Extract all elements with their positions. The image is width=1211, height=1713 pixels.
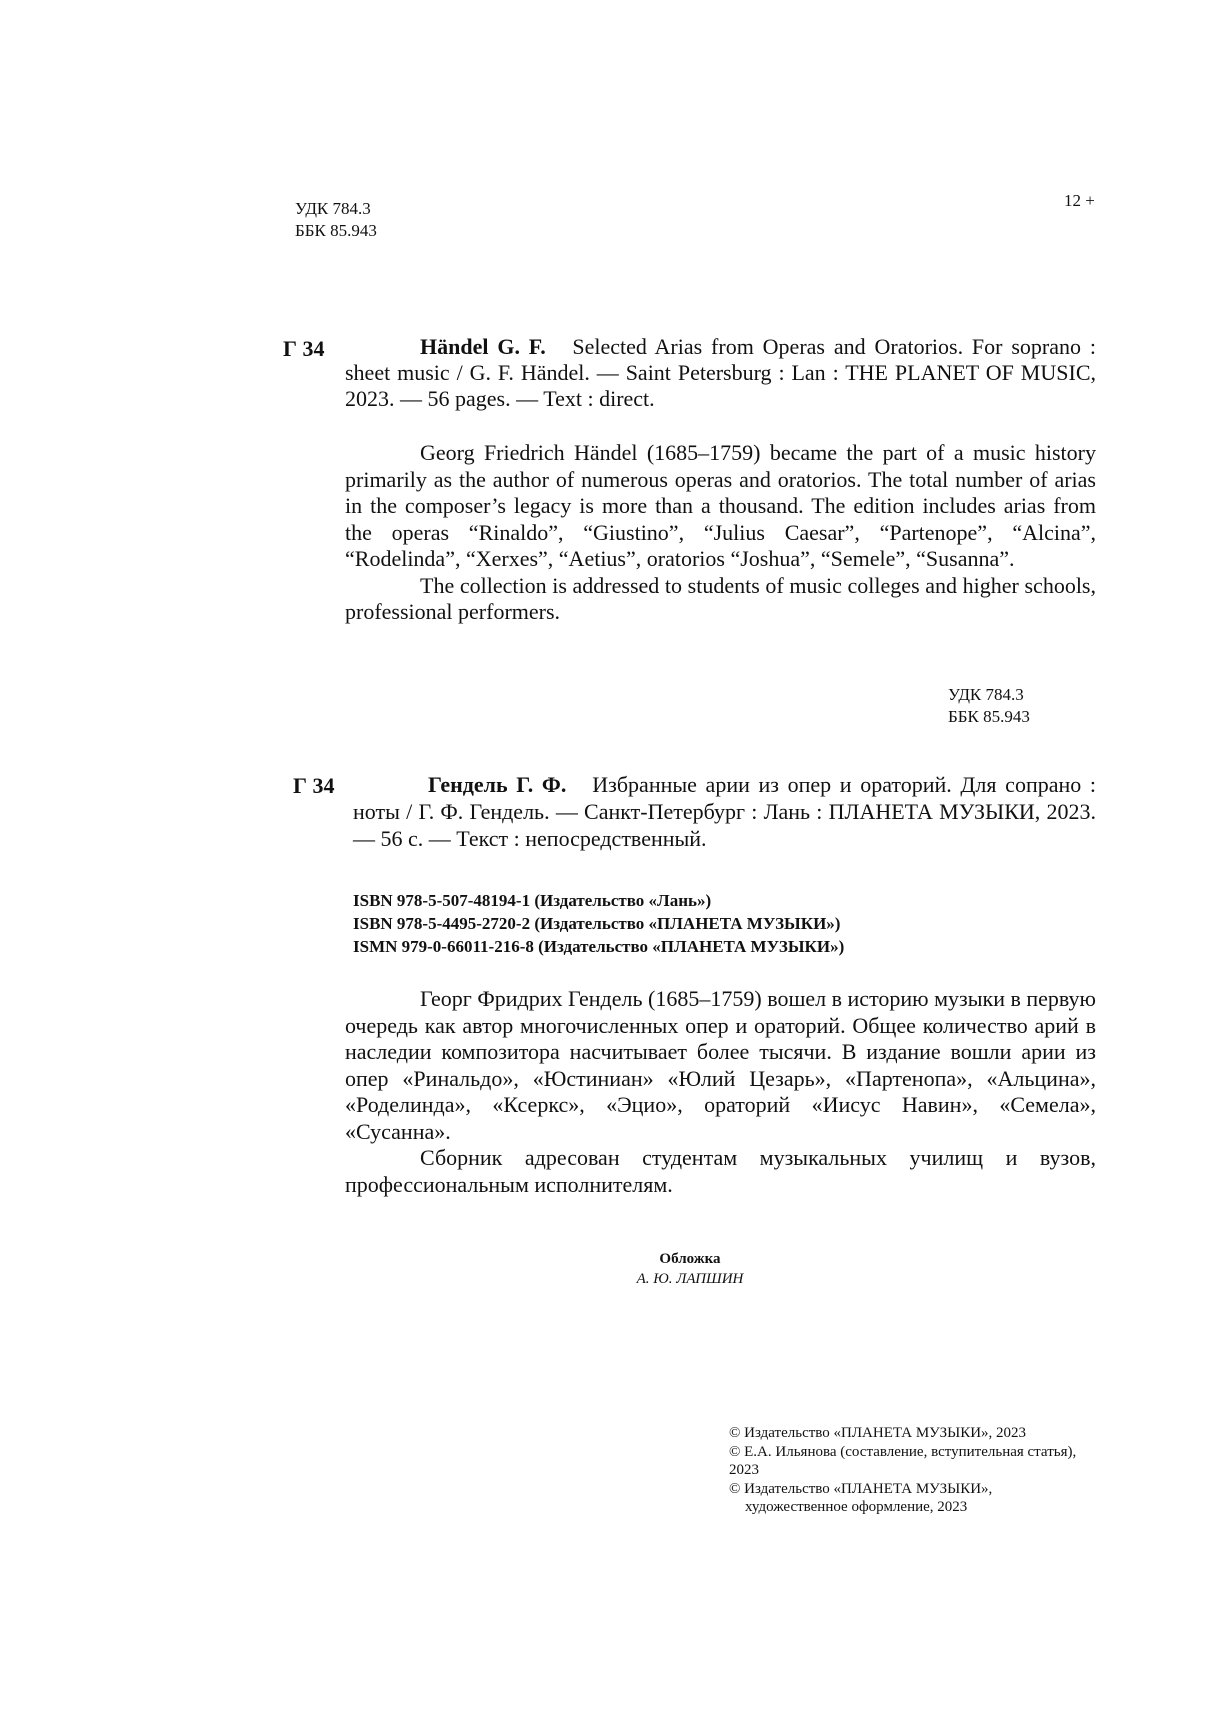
udk-code: УДК 784.3 (948, 685, 1024, 704)
author-mark-en: Г 34 (283, 336, 325, 361)
top-classification-codes (295, 198, 377, 242)
annotation-paragraph: Georg Friedrich Händel (1685–1759) became the part of a music history primarily as the author of numerous operas and oratorios. The total number of arias in the composer’s legacy is more than a thousand. The edition includes arias from the operas “Rinaldo”, “Giustino”, “Julius Caesar”, “Partenope”, “Alcina”, “Rodelinda”, “Xerxes”, “Aetius”, oratorios “Joshua”, “Semele”, “Susanna”. (345, 440, 1096, 571)
title-description-en: Selected Arias from Operas and Oratorios. For soprano : sheet music / G. F. Händel. — Saint Petersburg : Lan : THE PLANET OF MUSIC, 2023. — 56 pages. — Text : direct. (345, 334, 1096, 411)
cover-label: Обложка (659, 1251, 721, 1267)
ismn-line: ISMN 979-0-66011-216-8 (Издательство «ПЛАНЕТА МУЗЫКИ») (353, 937, 845, 956)
annotation-paragraph: Георг Фридрих Гендель (1685–1759) вошел в историю музыки в первую очередь как автор многочисленных опер и ораторий. Общее количество арий в наследии композитора насчитывает более тысячи. В издание вошли арии из опер «Ринальдо», «Юстиниан» «Юлий Цезарь», «Партенопа», «Альцина», «Роделинда», «Ксеркс», «Эцио», ораторий «Иисус Навин», «Семела», «Сусанна». (345, 986, 1096, 1144)
copyright-line: художественное оформление, 2023 (745, 1499, 968, 1515)
annotation-paragraph: Сборник адресован студентам музыкальных училищ и вузов, профессиональным исполнителям. (345, 1145, 1096, 1197)
copyright-line: © Е.А. Ильянова (составление, вступительная статья), 2023 (729, 1443, 1077, 1478)
bbk-code: ББК 85.943 (948, 707, 1030, 726)
cover-designer: А. Ю. ЛАПШИН (636, 1271, 744, 1287)
author-name-en: Händel G. F. (420, 334, 546, 359)
author-mark-ru: Г 34 (293, 773, 335, 798)
title-description-ru: Избранные арии из опер и ораторий. Для сопрано : ноты / Г. Ф. Гендель. — Санкт-Петербург : Лань : ПЛАНЕТА МУЗЫКИ, 2023. — 56 с. — Текст : непосредственный. (353, 772, 1097, 851)
mid-classification-codes (948, 684, 1030, 728)
copyright-block (729, 1424, 1079, 1517)
annotation-en (345, 440, 1096, 626)
annotation-paragraph: The collection is addressed to students of music colleges and higher schools, professional performers. (345, 572, 1096, 624)
annotation-ru (345, 986, 1096, 1198)
author-name-ru: Гендель Г. Ф. (428, 772, 567, 797)
bibliographic-entry-ru (353, 771, 1096, 852)
isbn-block (353, 889, 844, 958)
age-rating: 12 + (1064, 191, 1095, 210)
copyright-line: © Издательство «ПЛАНЕТА МУЗЫКИ», 2023 (729, 1425, 1027, 1441)
cover-credit (590, 1249, 790, 1289)
copyright-line: © Издательство «ПЛАНЕТА МУЗЫКИ», (729, 1480, 993, 1497)
isbn-line: ISBN 978-5-4495-2720-2 (Издательство «ПЛАНЕТА МУЗЫКИ») (353, 914, 841, 933)
bibliographic-entry-en (345, 334, 1096, 412)
bbk-code: ББК 85.943 (295, 221, 377, 240)
isbn-line: ISBN 978-5-507-48194-1 (Издательство «Лань») (353, 891, 712, 910)
udk-code: УДК 784.3 (295, 199, 371, 218)
